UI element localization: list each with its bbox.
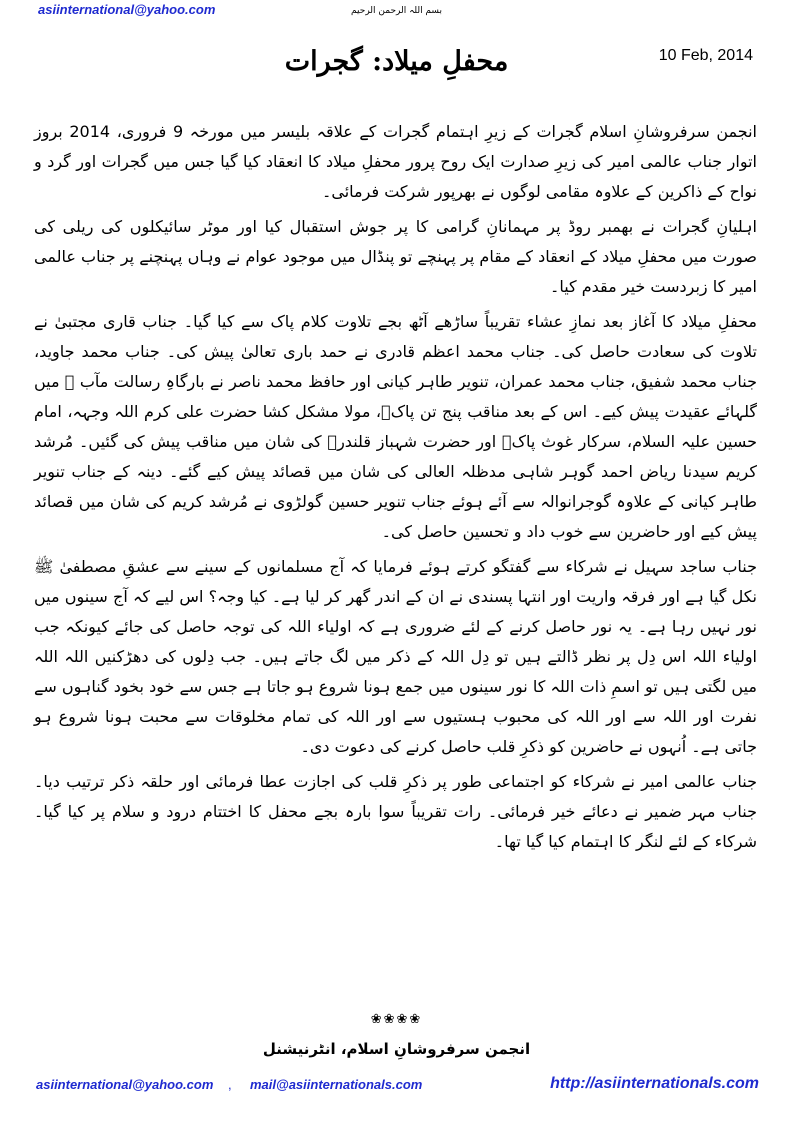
footer-email-yahoo-link[interactable]: asiinternational@yahoo.com: [36, 1077, 214, 1092]
flower-ornament: ❀❀❀❀: [370, 1012, 423, 1027]
footer-separator: ,: [228, 1077, 232, 1092]
organization-name: انجمن سرفروشانِ اسلام، انٹرنیشنل: [262, 1040, 531, 1058]
article-date: 10 Feb, 2014: [658, 47, 753, 64]
bismillah-text: بسم اللہ الرحمن الرحیم: [351, 6, 442, 16]
footer-email-mail-link[interactable]: mail@asiinternationals.com: [250, 1077, 423, 1092]
paragraph-3: محفلِ میلاد کا آغاز بعد نمازِ عشاء تقریباً ساڑھے آٹھ بجے تلاوت کلام پاک سے کیا گیا۔ جناب قاری مجتبیٰ نے تلاوت کی سعادت حاصل کی۔ جناب محمد اعظم قادری نے حمد باری تعالیٰ پیش کی۔ جناب محمد جاوید، جناب محمد شفیق، جناب محمد عمران، تنویر طاہر کیانی اور حافظ محمد ناصر نے بارگاہِ رسالت مآب ﷺ میں گلہائے عقیدت پیش کیے۔ اس کے بعد مناقب پنج تن پاکؑ، مولا مشکل کشا حضرت علی کرم اللہ وجہہ، امام حسین علیہ السلام، سرکار غوث پاکؒ اور حضرت شہباز قلندرؒ کی شان میں مناقب پیش کی گئیں۔ مُرشد کریم سیدنا ریاض احمد گوہر شاہی مدظلہ العالی کی شان میں قصائد پیش کیے گئے۔ دینہ کے جناب تنویر طاہر کیانی کے علاوہ گوجرانوالہ سے آئے ہوئے جناب تنویر حسین گولڑوی نے مُرشد کریم کی شان میں قصائد پیش کیے اور حاضرین سے خوب داد و تحسین حاصل کی۔: [34, 312, 757, 541]
footer: [36, 1075, 759, 1097]
page-title: محفلِ میلاد: گجرات: [284, 46, 509, 77]
footer-website-link[interactable]: http://asiinternationals.com: [550, 1075, 759, 1092]
article-body: [34, 117, 757, 862]
paragraph-2: اہلیانِ گجرات نے بھمبر روڈ پر مہمانانِ گرامی کا پر جوش استقبال کیا اور موٹر سائیکلوں کی ریلی کی صورت میں محفلِ میلاد کے انعقاد کے مقام پر پہنچے تو پنڈال میں موجود عوام نے وہاں پہنچنے پر جناب عالمی امیر کا زبردست خیر مقدم کیا۔: [34, 217, 757, 296]
paragraph-5: جناب عالمی امیر نے شرکاء کو اجتماعی طور پر ذکرِ قلب کی اجازت عطا فرمائی اور حلقہ ذکر ترتیب دیا۔ جناب مہر ضمیر نے دعائے خیر فرمائی۔ رات تقریباً سوا بارہ بجے محفل کا اختتام درود و سلام پر کیا گیا۔ شرکاء کے لئے لنگر کا اہتمام کیا گیا تھا۔: [34, 772, 757, 851]
paragraph-1: انجمن سرفروشانِ اسلام گجرات کے زیرِ اہتمام گجرات کے علاقہ بلیسر میں مورخہ 9 فروری، 2014 بروز اتوار جناب عالمی امیر کی زیرِ صدارت ایک روح پرور محفلِ میلاد کا انعقاد کیا گیا جس میں گجرات اور گرد و نواح کے ذاکرین کے علاوہ مقامی لوگوں نے بھرپور شرکت فرمائی۔: [34, 122, 758, 201]
header-email-link[interactable]: asiinternational@yahoo.com: [38, 2, 216, 17]
paragraph-4: جناب ساجد سہیل نے شرکاء سے گفتگو کرتے ہوئے فرمایا کہ آج مسلمانوں کے سینے سے عشقِ مصطفیٰ ﷺ نکل گیا ہے اور فرقہ واریت اور انتہا پسندی نے ان کے اندر گھر کر لیا ہے۔ کیا وجہ؟ اس لیے کہ آج سینوں میں نور نہیں رہا ہے۔ یہ نور حاصل کرنے کے لئے ضروری ہے کہ اولیاء اللہ کی توجہ حاصل کی جائے کیونکہ جب اولیاء اللہ اس دِل پر نظر ڈالتے ہیں تو دِل اللہ کے ذکر میں لگ جاتے ہیں۔ جب دِلوں کی دھڑکنیں اللہ اللہ میں لگتی ہیں تو اسمِ ذات اللہ کا نور سینوں میں جمع ہونا شروع ہو جاتا ہے جس سے خود بخود گناہوں سے نفرت اور اللہ سے اور اللہ کی محبوب ہستیوں سے اور اللہ کی تمام مخلوقات سے محبت ہونا شروع ہو جاتی ہے۔ اُنہوں نے حاضرین کو ذکرِ قلب حاصل کرنے کی دعوت دی۔: [34, 557, 757, 756]
